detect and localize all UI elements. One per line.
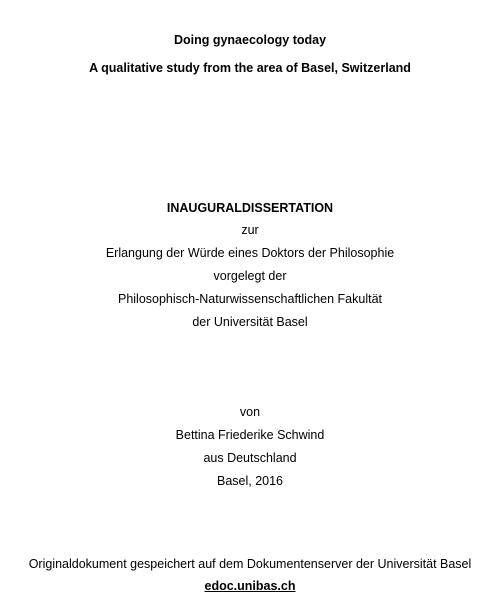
dissertation-line-university: der Universität Basel: [192, 315, 308, 329]
title-line-2: A qualitative study from the area of Basel, Switzerland: [89, 61, 411, 75]
author-place-date: Basel, 2016: [216, 474, 284, 488]
title-line-1: Doing gynaecology today: [173, 33, 327, 47]
author-name: Bettina Friederike Schwind: [175, 428, 325, 442]
dissertation-heading: INAUGURALDISSERTATION: [166, 201, 334, 215]
dissertation-line-zur: zur: [241, 223, 259, 237]
footer-note: Originaldokument gespeichert auf dem Dokumentenserver der Universität Basel: [28, 557, 472, 571]
dissertation-line-submitted: vorgelegt der: [213, 269, 287, 283]
dissertation-line-faculty: Philosophisch-Naturwissenschaftlichen Fakultät: [117, 292, 382, 306]
author-by: von: [239, 405, 261, 419]
author-origin: aus Deutschland: [203, 451, 297, 465]
dissertation-line-degree: Erlangung der Würde eines Doktors der Philosophie: [105, 246, 395, 260]
footer-link[interactable]: edoc.unibas.ch: [204, 579, 296, 593]
